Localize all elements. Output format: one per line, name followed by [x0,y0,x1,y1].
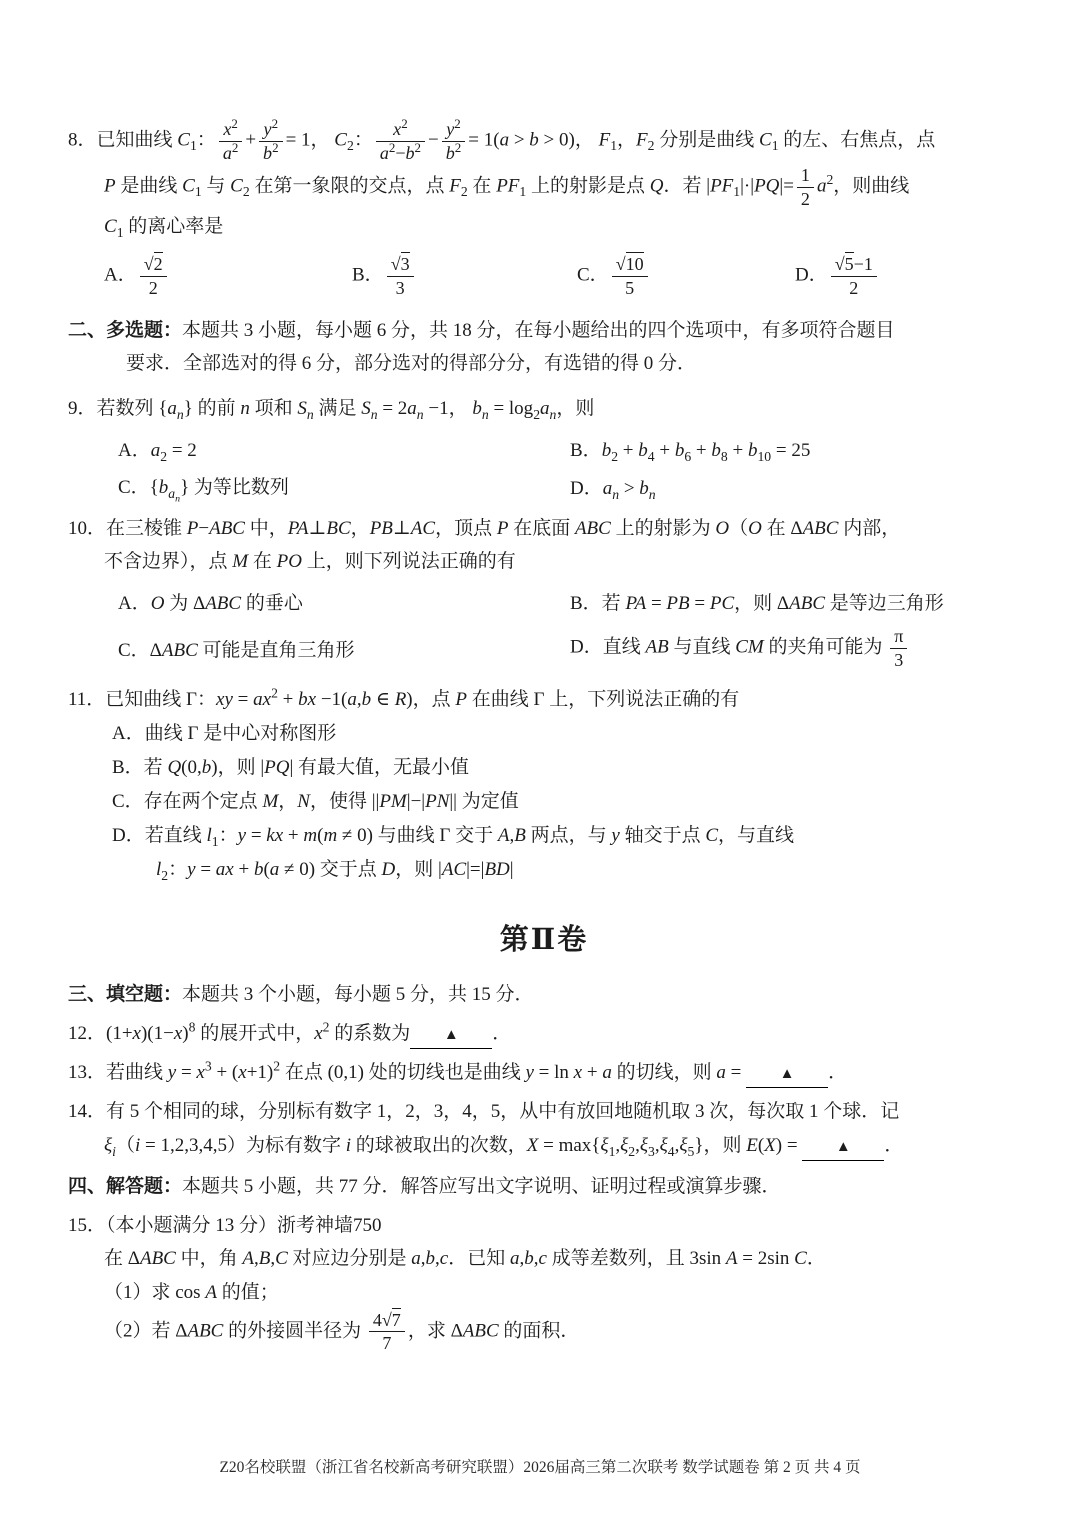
question-12 [68,1017,1020,1050]
question-11-option-d-line-1: D．若直线 $l_1$：y = kx + m(m ≠ 0) 与曲线 Γ 交于 A,B 两点，与 y 轴交于点 C，与直线 [112,825,795,850]
question-10-stem-line-1: 10．在三棱锥 P−ABC 中，PA⊥BC，PB⊥AC，顶点 P 在底面 ABC 上的射影为 O（O 在 ΔABC 内部， [68,517,901,539]
question-8-stem-line-3: $C_1$ 的离心率是 [104,216,224,240]
question-10-option-c: C．ΔABC 可能是直角三角形 [118,639,355,661]
question-13-stem: 13．若曲线 $y = x^3 + (x+1)^2$ 在点 (0,1) 处的切线也是曲线 y = ln x + a 的切线，则 a = ▲ ． [68,1056,1020,1089]
question-9-option-d: D．$a_n > b_n$ [570,477,656,502]
question-8 [68,115,1020,300]
question-14 [68,1095,1020,1162]
question-8-option-a: A． $\frac{√2}{2}$ [104,253,352,299]
section-fill-blank-line-1: 三、填空题：本题共 3 个小题，每小题 5 分，共 15 分． [68,983,534,1005]
section-multiple-choice-line-2: 要求．全部选对的得 6 分，部分选对的得部分分，有选错的得 0 分． [126,352,697,374]
question-8-stem-line-1: 8．已知曲线 $C_1$： $\frac{x^2}{a^2}$ + $\frac{y^2}{b^2}$ = 1， $C_2$： $\frac{x^2}{a^2-b^2}$ − $\frac{y^2}{b^2}$ = 1(a > b > 0)， $F_1$，$F_2$ 分别是曲线 $C_1$ 的左、右焦点，点 [68,115,936,163]
question-9-option-c: C．$\{b_{a_n}\}$ 为等比数列 [118,477,289,505]
question-8-options [68,253,1020,299]
question-10-option-d: D．直线 AB 与直线 CM 的夹角可能为 $\frac{\pi}{3}$ [570,625,1020,671]
question-10-option-b: B．若 PA = PB = PC，则 ΔABC 是等边三角形 [570,593,944,615]
question-9-option-a: A．$a_2 = 2$ [118,440,197,465]
question-11-option-a: A．曲线 Γ 是中心对称图形 [112,722,337,744]
question-9-options [68,435,1020,505]
section-header-multiple-choice [68,314,1020,381]
page-footer: Z20名校联盟（浙江省名校新高考研究联盟）2026届高三第二次联考 数学试题卷 第 2 页 共 4 页 [219,1459,861,1476]
section-solutions-line-1: 四、解答题：本题共 5 小题，共 77 分．解答应写出文字说明、证明过程或演算步骤． [68,1175,781,1197]
question-12-stem: 12．$(1+x)(1-x)^8$ 的展开式中，$x^2$ 的系数为 ▲ ． [68,1017,1020,1050]
question-8-option-b: B． $\frac{√3}{3}$ [352,253,577,299]
question-13 [68,1056,1020,1089]
question-10 [68,512,1020,672]
question-14-stem-line-2: $\xi_i(i = 1,2,3,4,5)$为标有数字 i 的球被取出的次数，$X = \max\{\xi_1,\xi_2,\xi_3,\xi_4,\xi_5\}$，则 E(X) = ▲ ． [68,1129,1020,1162]
section-multiple-choice-line-1: 二、多选题：本题共 3 小题，每小题 6 分，共 18 分，在每小题给出的四个选项中，有多项符合题目 [68,319,895,341]
question-15-stem: 在 ΔABC 中，角 A,B,C 对应边分别是 a,b,c．已知 a,b,c 成等差数列，且 3sin A = 2sin C． [104,1248,826,1270]
question-10-stem-line-2: 不含边界），点 M 在 PO 上，则下列说法正确的有 [104,551,516,573]
question-15-header: 15．（本小题满分 13 分）浙考神墙750 [68,1215,382,1237]
question-15-part-1: （1）求 cos A 的值； [104,1281,279,1303]
question-8-option-d: D． $\frac{√5-1}{2}$ [795,253,1020,299]
question-15-part-2: （2）若 ΔABC 的外接圆半径为 $\frac{4√7}{7}$ ，求 ΔABC 的面积． [104,1309,580,1354]
question-15 [68,1209,1020,1355]
question-10-options [68,588,1020,671]
question-8-option-c: C． $\frac{√10}{5}$ [577,253,795,299]
question-9-stem: 9．若数列 $\{a_n\}$ 的前 n 项和 $S_n$ 满足 $S_n = 2a_n -1$， $b_n = \log_2a_n$，则 [68,398,595,422]
question-11-stem: 11．已知曲线 Γ：xy = $ax^2$ + bx −1(a,b ∈ R)，点 P 在曲线 Γ 上，下列说法正确的有 [68,686,740,711]
question-11-option-d-line-2: $l_2$：y = ax + b(a ≠ 0) 交于点 D，则 |AC|=|BD| [156,859,514,884]
question-11 [68,683,1020,886]
section-header-fill-blank [68,978,1020,1011]
question-14-stem-line-1: 14．有 5 个相同的球，分别标有数字 1，2，3，4，5，从中有放回地随机取 3 次，每次取 1 个球．记 [68,1101,900,1123]
question-11-option-b: B．若 Q(0,b)，则 |PQ| 有最大值，无最小值 [112,756,470,778]
section-header-solutions [68,1170,1020,1203]
question-8-stem-line-2: P 是曲线 $C_1$ 与 $C_2$ 在第一象限的交点，点 $F_2$ 在 $PF_1$ 上的射影是点 Q．若 $|PF_1|\cdot|PQ|=$ $\frac{1}{2}$ $a^2$，则曲线 [104,165,910,209]
part-2-title: 第Ⅱ卷 [499,923,589,956]
question-10-option-a: A．O 为 ΔABC 的垂心 [118,593,303,615]
question-9 [68,392,1020,505]
question-9-option-b: B．$b_2 + b_4 + b_6 + b_8 + b_{10} = 25$ [570,440,811,465]
question-11-option-c: C．存在两个定点 M，N，使得 ||PM|−|PN|| 为定值 [112,791,519,813]
